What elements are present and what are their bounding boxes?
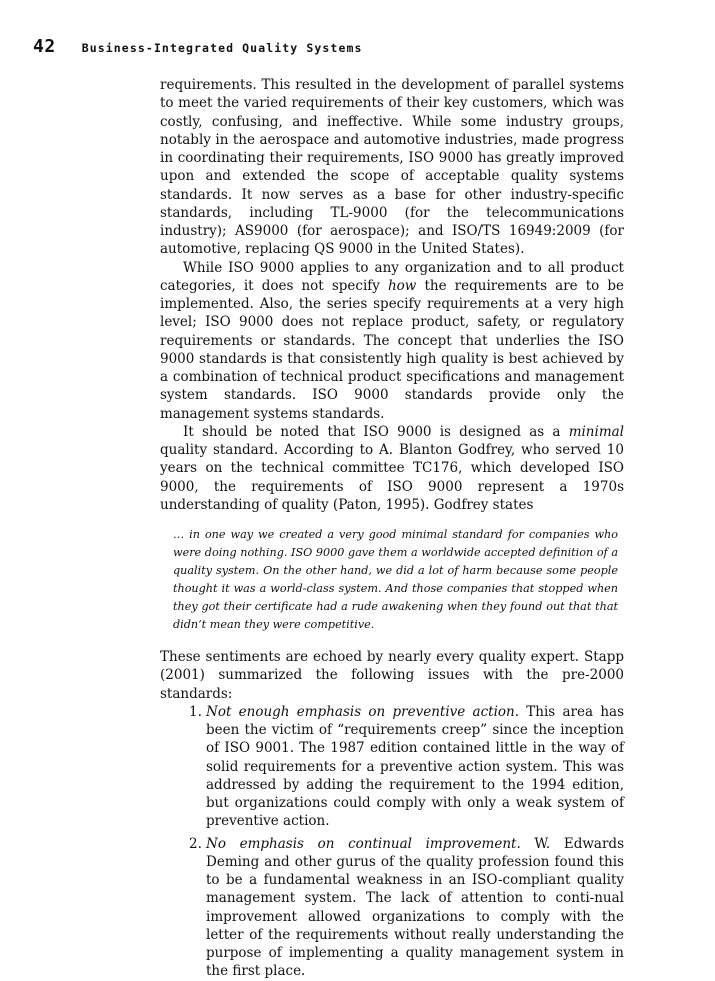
- list-item-heading: No emphasis on continual improvement.: [206, 835, 521, 852]
- list-item-number: 2.: [189, 835, 202, 852]
- list-item-body: [206, 835, 624, 981]
- paragraph-minimal-standard-end: quality standard. According to A. Blanton Godfrey, who served 10 years on the technical committee TC176, which developed ISO 9000, the requirements of ISO 9000 represent a 1970s understanding of quality (Paton, 1995). Godfrey states: [160, 442, 624, 513]
- list-item-heading: Not enough emphasis on preventive action.: [206, 703, 519, 720]
- paragraph-expert-sentiments: These sentiments are echoed by nearly every quality expert. Stapp (2001) summarized the following issues with the pre-2000 standards:: [160, 649, 624, 702]
- page-body: [160, 76, 624, 981]
- book-title: Business-Integrated Quality Systems: [81, 41, 363, 55]
- emphasis-minimal: minimal: [568, 423, 624, 440]
- paragraph-requirements-history: requirements. This resulted in the development of parallel systems to meet the varied requirements of their key customers, which was costly, confusing, and ineffective. While some industry groups, notably in the aerospace and automotive industries, made progress in coordinating their requirements, ISO 9000 has greatly improved upon and extended the scope of acceptable quality systems standards. It now serves as a base for other industry-specific standards, including TL-9000 (for the telecommunications industry); AS9000 (for aerospace); and ISO/TS 16949:2009 (for automotive, replacing QS 9000 in the United States).: [160, 77, 624, 258]
- list-item-continual-improvement: [189, 835, 624, 981]
- standards-issues-list: [160, 703, 624, 981]
- paragraph-iso-scope: [160, 259, 624, 423]
- list-item-body: [206, 703, 624, 831]
- paragraph-minimal-standard-start: It should be noted that ISO 9000 is designed as a: [183, 423, 569, 440]
- godfrey-quotation: … in one way we created a very good minimal standard for companies who were doing nothing. ISO 9000 gave them a worldwide accepted definition of a quality system. On the other hand, we did a lot of harm because some people thought it was a world-class system. And those companies that stopped when they got their certificate had a rude awakening when they found out that that didn’t mean they were competitive.: [173, 528, 618, 631]
- list-item-number: 1.: [189, 703, 202, 720]
- list-item-description: This area has been the victim of “requirements creep” since the inception of ISO 9001. The 1987 edition contained little in the way of solid requirements for a preventive action system. This was addressed by adding the requirement to the 1994 edition, but organizations could comply with only a weak system of preventive action.: [206, 703, 624, 830]
- paragraph-minimal-standard: [160, 423, 624, 514]
- list-item-description: W. Edwards Deming and other gurus of the quality profession found this to be a fundamental weakness in an ISO-compliant quality management system. The lack of attention to conti-nual improvement allowed organizations to comply with the letter of the requirements without really understanding the purpose of implementing a quality management system in the first place.: [206, 835, 624, 980]
- list-item-preventive-action: [189, 703, 624, 831]
- emphasis-how: how: [387, 277, 417, 294]
- running-header: [33, 36, 683, 60]
- paragraph-iso-scope-start: While ISO 9000 applies to any organization and to all product categories, it does not specify: [160, 259, 624, 294]
- page-number: 42: [33, 36, 56, 57]
- paragraph-iso-scope-end: the requirements are to be implemented. Also, the series specify requirements at a very high level; ISO 9000 does not replace product, safety, or regulatory requirements or standards. The concept that underlies the ISO 9000 standards is that consistently high quality is best achieved by a combination of technical product specifications and management system standards. ISO 9000 standards provide only the management systems standards.: [160, 277, 625, 422]
